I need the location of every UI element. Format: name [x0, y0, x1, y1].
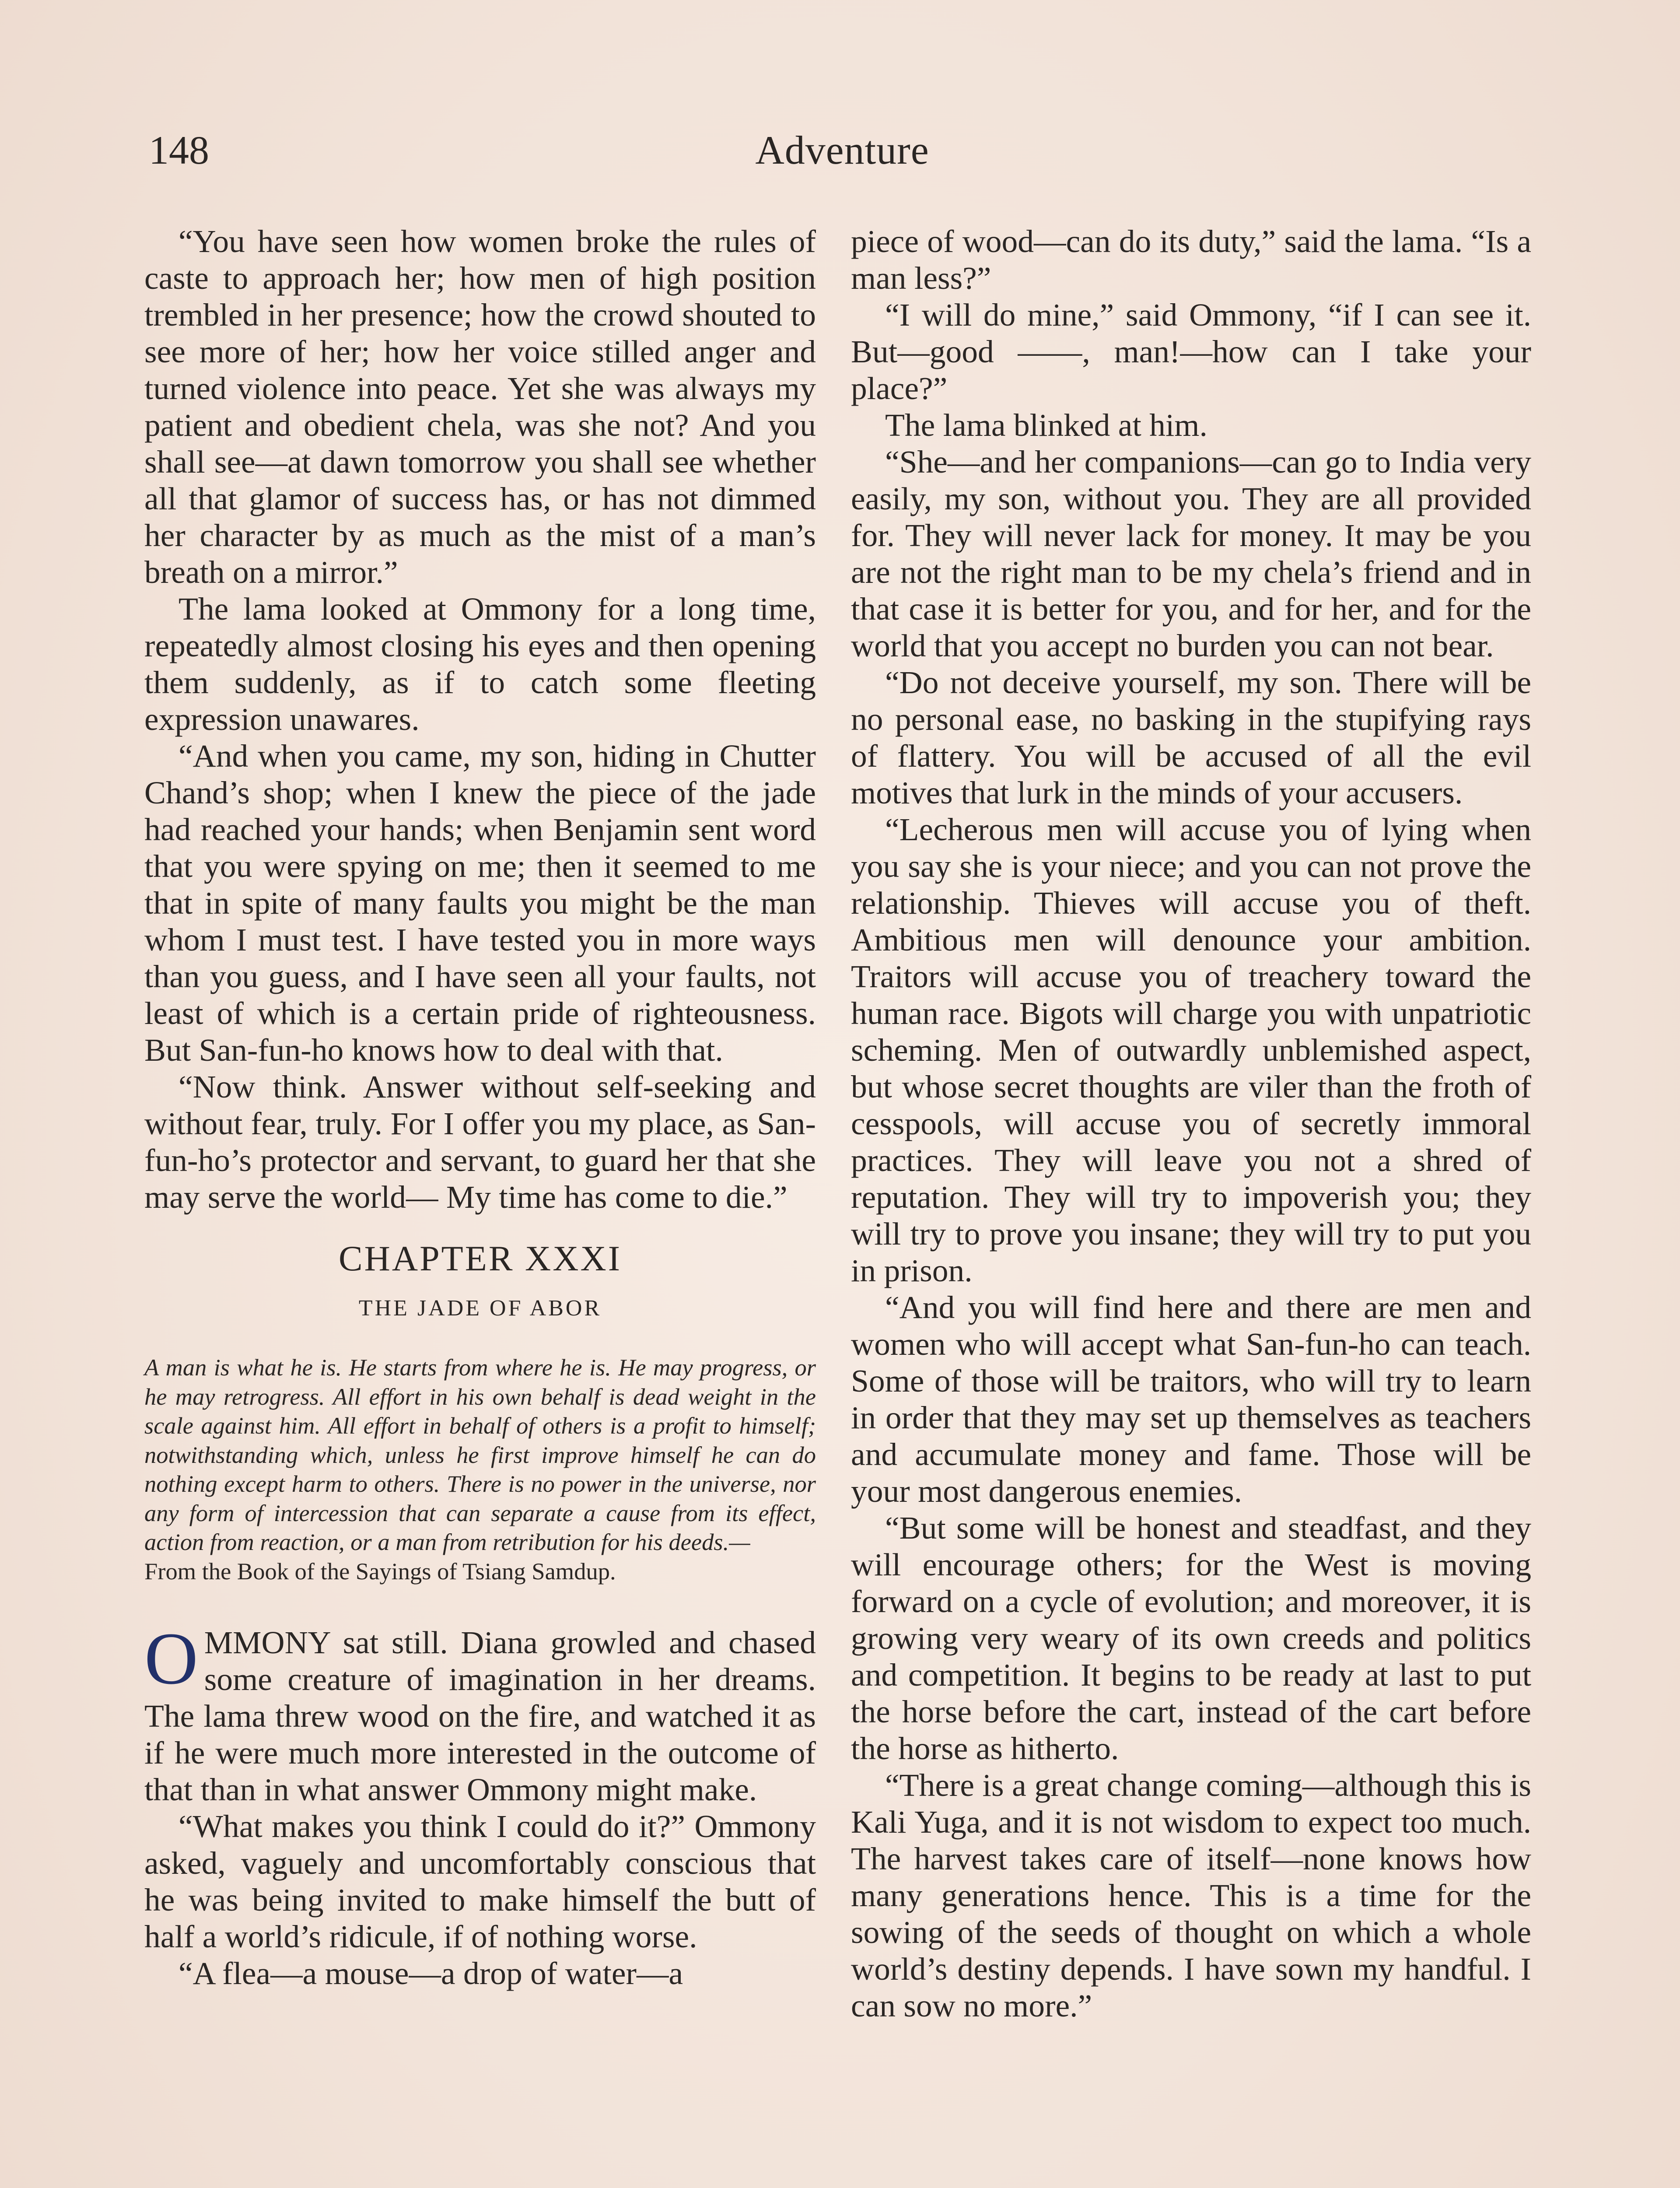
opening-paragraph-text: MMONY sat still. Diana growled and chased some creature of imagination in her dreams. The lama threw wood on the fire, and watched it as if he were much more interested in the outcome of that than in what answer Ommony might make. — [144, 1625, 816, 1807]
drop-cap: O — [144, 1617, 198, 1700]
paragraph: The lama looked at Ommony for a long time, repeatedly almost closing his eyes and then opening them suddenly, as if to catch some fleeting expression unawares. — [144, 591, 816, 737]
paragraph: “But some will be honest and steadfast, and they will encourage others; for the West is moving forward on a cycle of evolution; and moreover, it is growing very weary of its own creeds and politics and competition. It begins to be ready at last to put the horse before the cart, instead of the cart before the horse as hitherto. — [851, 1510, 1531, 1766]
epigraph — [144, 1353, 816, 1586]
paragraph: The lama blinked at him. — [885, 407, 1208, 443]
paragraph: “Now think. Answer without self-seeking and without fear, truly. For I offer you my place, as San-fun-ho’s protector and servant, to guard her that she may serve the world— My time has come to die.” — [144, 1069, 816, 1215]
paragraph: “And you will find here and there are men and women who will accept what San-fun-ho can teach. Some of those will be traitors, who will try to learn in order that they may set up themselves as teachers and accumulate money and fame. Those will be your most dangerous enemies. — [851, 1290, 1531, 1509]
paragraph: “There is a great change coming—although this is Kali Yuga, and it is not wisdom to expect too much. The harvest takes care of itself—none knows how many generations hence. This is a time for the sowing of the seeds of thought on which a whole world’s destiny depends. I have sown my handful. I can sow no more.” — [851, 1767, 1531, 2023]
chapter-title: CHAPTER XXXI — [338, 1238, 622, 1278]
right-column — [851, 223, 1531, 2024]
paragraph: “I will do mine,” said Ommony, “if I can see it. But—good ——, man!—how can I take your place?” — [851, 297, 1531, 406]
paragraph: “Do not deceive yourself, my son. There will be no personal ease, no basking in the stupifying rays of flattery. You will be accused of all the evil motives that lurk in the minds of your accusers. — [851, 665, 1531, 810]
epigraph-source: From the Book of the Sayings of Tsiang Samdup. — [144, 1557, 616, 1585]
opening-paragraph — [144, 1617, 816, 1808]
paragraph: “Lecherous men will accuse you of lying when you say she is your niece; and you can not prove the relationship. Thieves will accuse you of theft. Ambitious men will denounce your ambition. Traitors will accuse you of treachery toward the human race. Bigots will charge you with unpatriotic scheming. Men of outwardly unblemished aspect, but whose secret thoughts are viler than the froth of cesspools, will accuse you of secretly immoral practices. They will leave you not a shred of reputation. They will try to impoverish you; they will try to prove you insane; they will try to put you in prison. — [851, 812, 1531, 1288]
continued-paragraph: piece of wood—can do its duty,” said the lama. “Is a man less?” — [851, 224, 1531, 296]
running-head: Adventure — [755, 128, 929, 172]
paragraph: “You have seen how women broke the rules of caste to approach her; how men of high position trembled in her presence; how the crowd shouted to see more of her; how her voice stilled anger and turned violence into peace. Yet she was always my patient and obedient chela, was she not? And you shall see—at dawn tomorrow you shall see whether all that glamor of success has, or has not dimmed her character by as much as the mist of a man’s breath on a mirror.” — [144, 224, 816, 590]
paragraph: “A flea—a mouse—a drop of water—a — [178, 1956, 683, 1991]
paragraph: “She—and her companions—can go to India very easily, my son, without you. They are all provided for. They will never lack for money. It may be you are not the right man to be my chela’s friend and in that case it is better for you, and for her, and for the world that you accept no burden you can not bear. — [851, 444, 1531, 663]
chapter-subtitle: THE JADE OF ABOR — [358, 1296, 602, 1321]
page-header — [149, 127, 1536, 179]
paragraph: “What makes you think I could do it?” Ommony asked, vaguely and uncomfortably conscious that he was being invited to make himself the butt of half a world’s ridicule, if of nothing worse. — [144, 1809, 816, 1954]
paragraph: “And when you came, my son, hiding in Chutter Chand’s shop; when I knew the piece of the jade had reached your hands; when Benjamin sent word that you were spying on me; then it seemed to me that in spite of many faults you might be the man whom I must test. I have tested you in more ways than you guess, and I have seen all your faults, not least of which is a certain pride of righteousness. But San-fun-ho knows how to deal with that. — [144, 738, 816, 1068]
epigraph-text: A man is what he is. He starts from where he is. He may progress, or he may retrogress. All effort in his own behalf is dead weight in the scale against him. All effort in behalf of others is a profit to himself; notwithstanding which, unless he first improve himself he can do nothing except harm to others. There is no power in the universe, nor any form of intercession that can separate a cause from its effect, action from reaction, or a man from retribution for his deeds.— — [144, 1354, 816, 1555]
page-number: 148 — [149, 128, 209, 172]
left-column — [144, 223, 816, 1992]
